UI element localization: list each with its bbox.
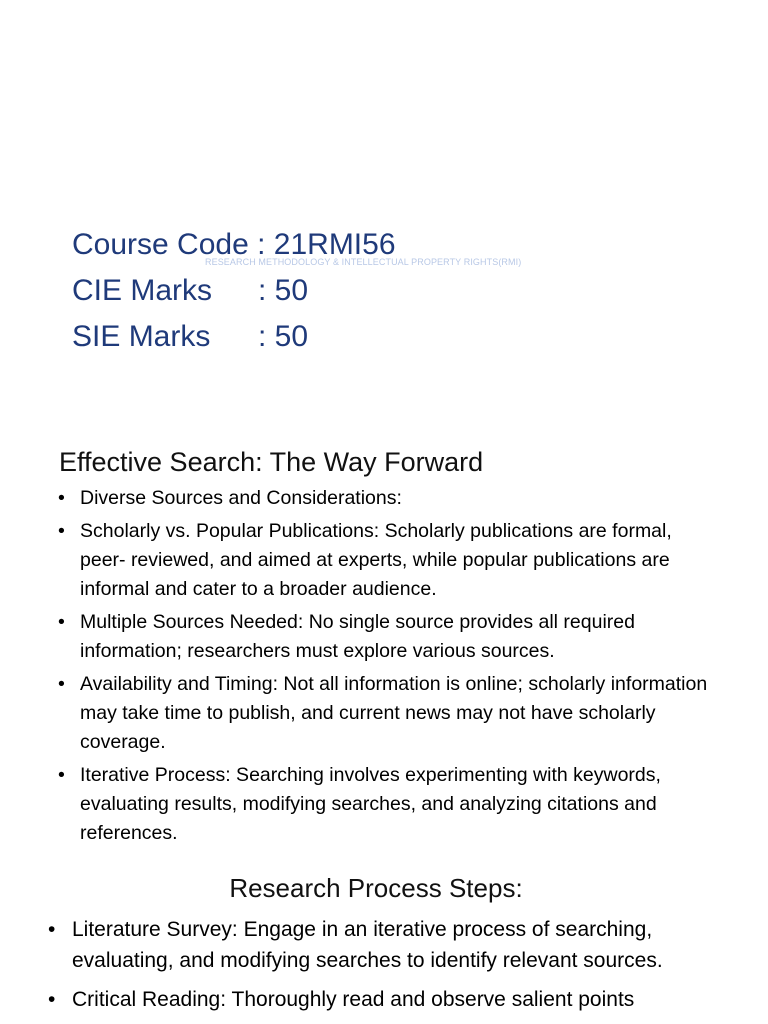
- bullet-glyph: •: [58, 611, 65, 633]
- list-item: [58, 670, 718, 757]
- list-item-text: Critical Reading: Thoroughly read and observe salient points: [72, 988, 635, 1011]
- section-title-effective-search: Effective Search: The Way Forward: [59, 447, 484, 477]
- list-item: [58, 484, 718, 513]
- list-item-text: Multiple Sources Needed: No single source provides all required information; researchers must explore various sources.: [80, 611, 635, 662]
- section-title-research-process: Research Process Steps:: [229, 873, 523, 903]
- list-item: [58, 517, 718, 604]
- list-item-text: Diverse Sources and Considerations:: [80, 487, 402, 509]
- list-item: [48, 914, 728, 976]
- sie-marks-value: : 50: [258, 320, 309, 353]
- list-item: [58, 761, 718, 848]
- list-item-text: Scholarly vs. Popular Publications: Scholarly publications are formal, peer- reviewed, and aimed at experts, while popular publications are informal and cater to a broader audience.: [80, 520, 672, 600]
- list-item: [58, 608, 718, 666]
- research-process-list: [48, 914, 728, 1023]
- sie-marks-label: SIE Marks: [72, 320, 211, 353]
- course-code-label: Course Code: [72, 228, 249, 261]
- list-item-text: Availability and Timing: Not all information is online; scholarly information may take time to publish, and current news may not have scholarly coverage.: [80, 673, 708, 753]
- sie-marks-line: [72, 314, 396, 360]
- list-item-text: Literature Survey: Engage in an iterative process of searching, evaluating, and modifying searches to identify relevant sources.: [72, 918, 663, 972]
- bullet-glyph: •: [48, 988, 56, 1011]
- list-item: [48, 984, 728, 1015]
- cie-marks-label: CIE Marks: [72, 274, 213, 307]
- bullet-glyph: •: [48, 918, 56, 941]
- bullet-glyph: •: [58, 673, 65, 695]
- course-title-watermark: RESEARCH METHODOLOGY & INTELLECTUAL PROPERTY RIGHTS(RMI): [205, 257, 522, 267]
- bullet-glyph: •: [58, 487, 65, 509]
- cie-marks-line: [72, 268, 396, 314]
- list-item-text: Iterative Process: Searching involves experimenting with keywords, evaluating results, modifying searches, and analyzing citations and references.: [80, 764, 661, 844]
- cie-marks-value: : 50: [258, 274, 309, 307]
- bullet-glyph: •: [58, 764, 65, 786]
- effective-search-list: [58, 484, 718, 852]
- course-code-value: : 21RMI56: [257, 228, 396, 261]
- course-info: [72, 222, 396, 360]
- bullet-glyph: •: [58, 520, 65, 542]
